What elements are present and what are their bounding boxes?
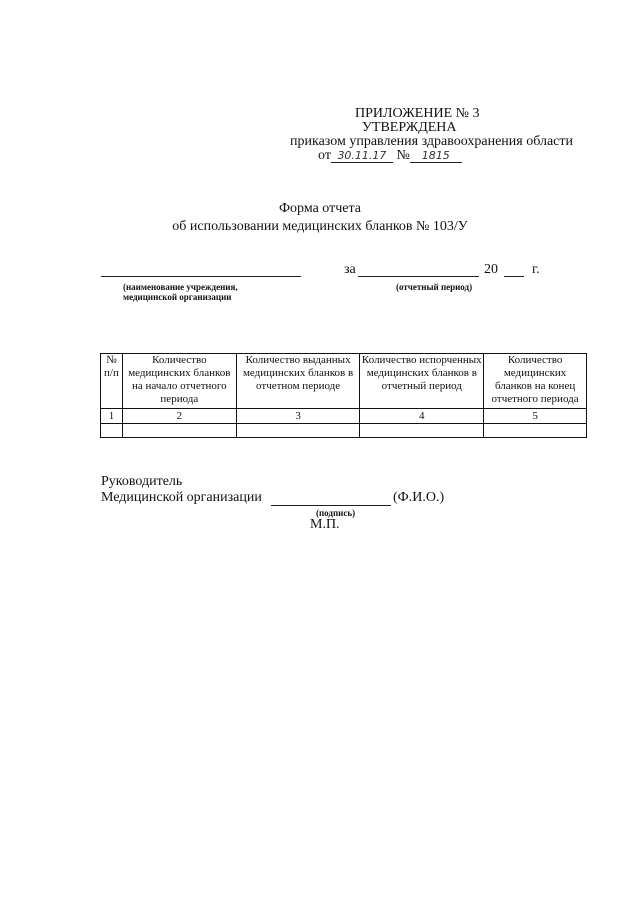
year-suffix: г. xyxy=(532,262,540,277)
from-label: от xyxy=(318,148,331,163)
column-number: 2 xyxy=(122,409,236,424)
number-label: № xyxy=(396,148,410,163)
year-line xyxy=(504,276,524,277)
table-cell xyxy=(122,424,236,438)
table-cell xyxy=(484,424,587,438)
form-subtitle: об использовании медицинских бланков № 103/У xyxy=(172,219,468,234)
for-label: за xyxy=(344,262,356,277)
order-date-number xyxy=(318,148,462,163)
signature-line xyxy=(271,505,391,506)
header-cell-start: Количество медицинских бланков на начало отчетного периода xyxy=(122,354,236,409)
head-label: Руководитель xyxy=(101,474,183,489)
table-cell xyxy=(101,424,123,438)
header-cell-end: Количество медицинских бланков на конец отчетного периода xyxy=(484,354,587,409)
period-line xyxy=(358,276,479,277)
stamp-label: М.П. xyxy=(310,517,340,532)
order-number-field: 1815 xyxy=(410,149,462,163)
order-reference: приказом управления здравоохранения области xyxy=(290,134,574,149)
column-number: 3 xyxy=(236,409,360,424)
institution-caption-1: (наименование учреждения, xyxy=(123,282,238,292)
column-number-row xyxy=(101,409,587,424)
table-header-row xyxy=(101,354,587,409)
form-title: Форма отчета xyxy=(278,201,362,216)
header-cell-issued: Количество выданных медицинских бланков в отчетном периоде xyxy=(236,354,360,409)
year-prefix: 20 xyxy=(484,262,498,277)
fio-label: (Ф.И.О.) xyxy=(393,490,445,505)
order-date-field: 30.11.17 xyxy=(331,149,393,163)
column-number: 5 xyxy=(484,409,587,424)
header-cell-spoiled: Количество испорченных медицинских бланков в отчетный период xyxy=(360,354,484,409)
report-table xyxy=(100,353,587,438)
table-cell xyxy=(360,424,484,438)
institution-name-line xyxy=(101,276,301,277)
organization-label: Медицинской организации xyxy=(101,490,262,505)
header-cell-number: № п/п xyxy=(101,354,123,409)
appendix-number: ПРИЛОЖЕНИЕ № 3 xyxy=(355,106,480,121)
signature-caption: (подпись) xyxy=(316,508,356,518)
period-caption: (отчетный период) xyxy=(396,282,473,292)
table-row xyxy=(101,424,587,438)
column-number: 1 xyxy=(101,409,123,424)
column-number: 4 xyxy=(360,409,484,424)
institution-caption-2: медицинской организации xyxy=(123,292,232,302)
table-cell xyxy=(236,424,360,438)
approved-label: УТВЕРЖДЕНА xyxy=(362,120,457,135)
